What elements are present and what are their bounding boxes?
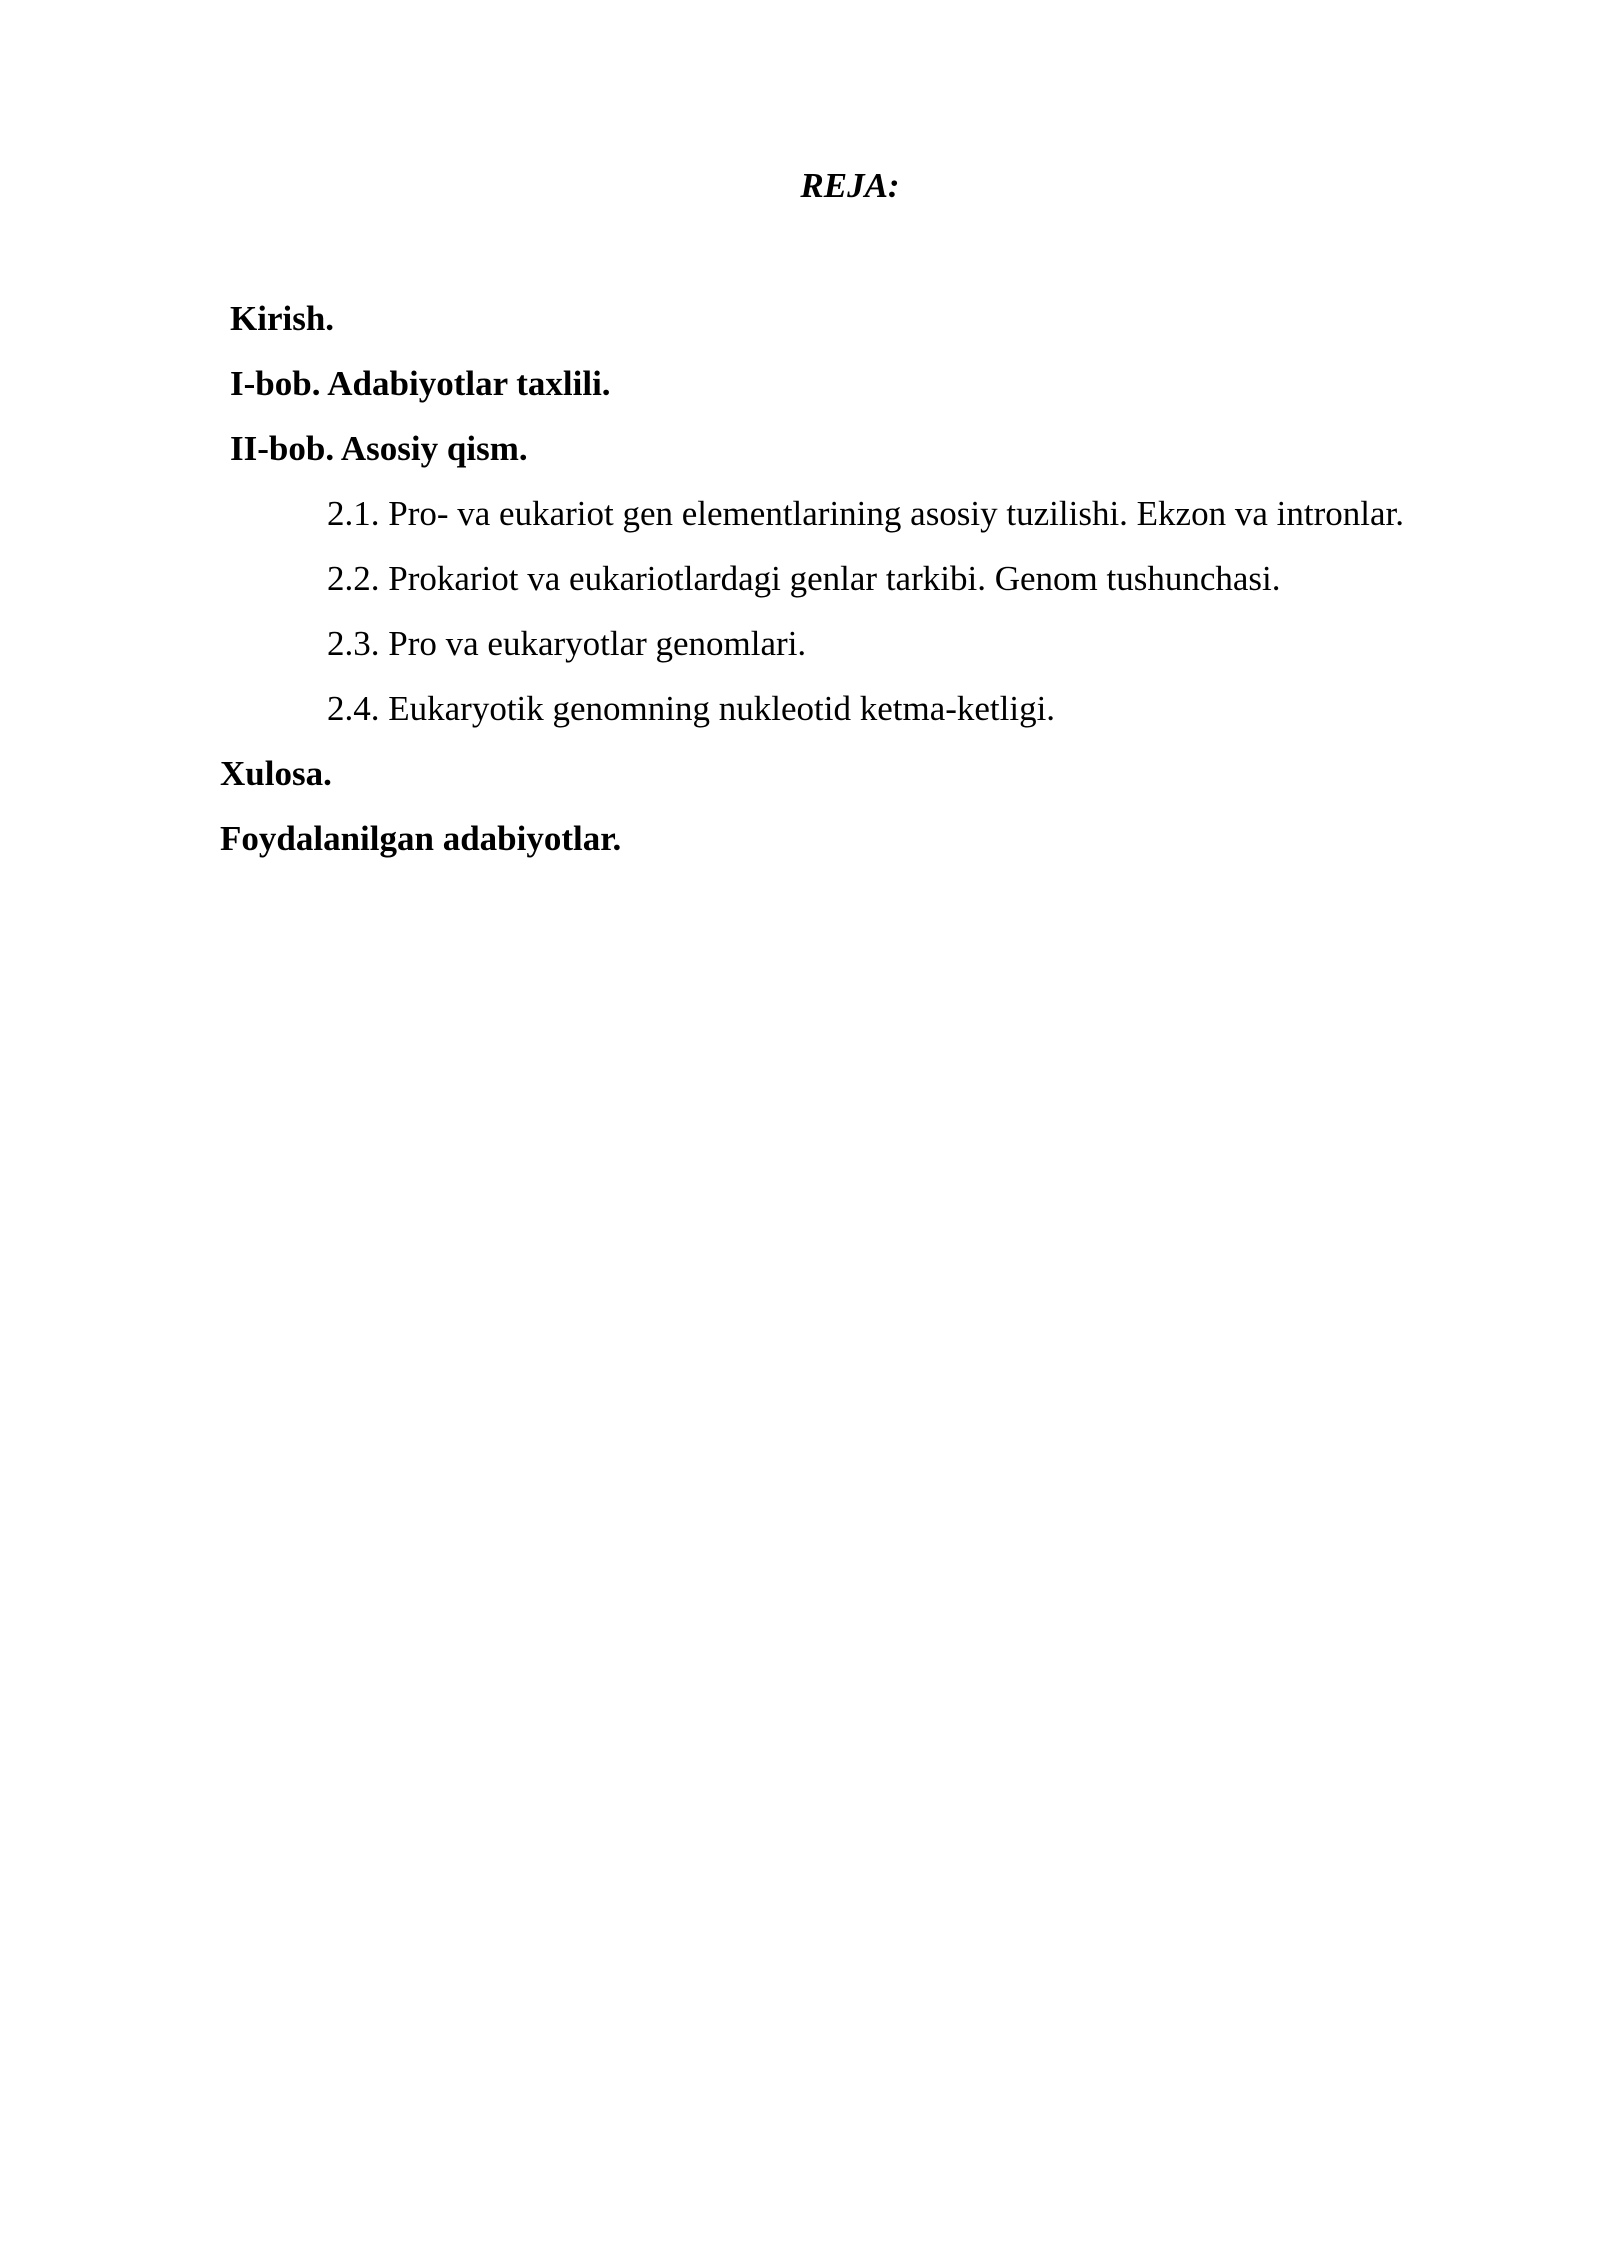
toc-subitem-2-4: 2.4. Eukaryotik genomning nukleotid ketma-ketligi. [327, 689, 1056, 728]
toc-item-kirish: Kirish. [230, 299, 335, 338]
toc-item-conclusion: Xulosa. [220, 754, 332, 793]
toc-subitem-2-1: 2.1. Pro- va eukariot gen elementlarining asosiy tuzilishi. Ekzon va intronlar. [327, 494, 1404, 533]
page-title: REJA: [800, 166, 900, 205]
toc-subitem-2-3: 2.3. Pro va eukaryotlar genomlari. [327, 624, 807, 663]
toc-item-chapter-2: II-bob. Asosiy qism. [230, 429, 528, 468]
toc-subitem-2-2: 2.2. Prokariot va eukariotlardagi genlar tarkibi. Genom tushunchasi. [327, 559, 1281, 598]
toc-item-references: Foydalanilgan adabiyotlar. [220, 819, 622, 858]
toc-item-chapter-1: I-bob. Adabiyotlar taxlili. [230, 364, 611, 403]
